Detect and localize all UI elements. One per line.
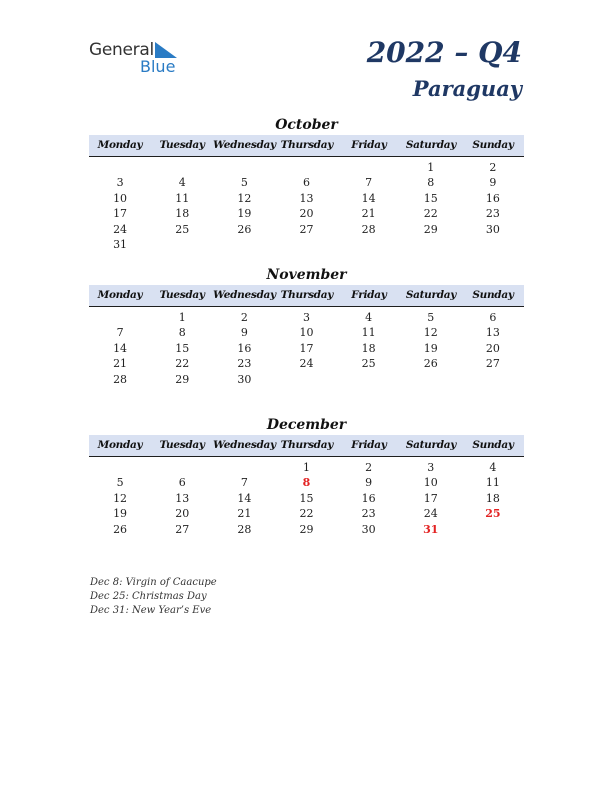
- day-cell: 11: [485, 476, 500, 490]
- day-cell: [275, 237, 337, 252]
- month-december: [89, 415, 524, 537]
- day-cell: 9: [489, 176, 497, 190]
- holiday-note: Dec 25: Christmas Day: [90, 591, 207, 602]
- day-cell: 21: [361, 207, 376, 221]
- day-cell: 10: [113, 191, 128, 205]
- weekday-label: Monday: [97, 439, 143, 451]
- day-cell: 30: [361, 522, 376, 536]
- week-row: [89, 175, 524, 190]
- day-cell: 7: [240, 476, 248, 490]
- day-cell: 24: [299, 357, 314, 371]
- day-cell: 14: [113, 341, 128, 355]
- month-november: [89, 265, 524, 387]
- month-name: November: [266, 267, 347, 283]
- day-cell: 12: [423, 326, 438, 340]
- day-cell: 17: [299, 341, 314, 355]
- day-cell: [462, 522, 524, 537]
- day-cell: [338, 372, 400, 387]
- day-cell: 17: [423, 491, 438, 505]
- day-cell: 1: [302, 461, 310, 474]
- day-cell: 4: [178, 176, 186, 190]
- day-cell: 4: [365, 311, 373, 324]
- day-cell: 5: [240, 176, 248, 190]
- day-cell: [338, 160, 400, 175]
- week-row: [89, 460, 524, 475]
- week-row: [89, 341, 524, 356]
- day-cell: [89, 310, 151, 325]
- week-row: [89, 160, 524, 175]
- day-cell: 23: [237, 357, 252, 371]
- day-cell: [89, 160, 151, 175]
- day-cell: [213, 460, 275, 475]
- month-name: October: [275, 117, 338, 133]
- month-october: [89, 115, 524, 252]
- logo-text-blue: Blue: [140, 57, 176, 76]
- day-cell: 2: [365, 461, 373, 474]
- day-cell: [400, 372, 462, 387]
- weekday-header: [89, 135, 524, 157]
- week-row: [89, 237, 524, 252]
- page-title: 2022 – Q4: [366, 36, 522, 69]
- weekday-label: Friday: [351, 439, 387, 451]
- day-cell: [151, 460, 213, 475]
- day-cell: 19: [113, 507, 128, 521]
- day-cell: 26: [237, 222, 252, 236]
- day-cell: 28: [113, 372, 128, 386]
- month-name: December: [266, 417, 347, 433]
- day-cell: 15: [423, 191, 438, 205]
- day-cell: 29: [299, 522, 314, 536]
- day-grid: [89, 457, 524, 537]
- day-cell: 16: [485, 191, 500, 205]
- day-cell: 21: [237, 507, 252, 521]
- day-grid: [89, 157, 524, 252]
- day-cell: 18: [485, 491, 500, 505]
- weekday-label: Sunday: [472, 439, 514, 451]
- day-cell: 20: [299, 207, 314, 221]
- day-cell: 27: [299, 222, 314, 236]
- day-cell: 13: [485, 326, 500, 340]
- weekday-header: [89, 285, 524, 307]
- day-cell: 29: [423, 222, 438, 236]
- day-cell: 11: [175, 191, 190, 205]
- day-cell: [400, 237, 462, 252]
- day-cell: 20: [175, 507, 190, 521]
- week-row: [89, 475, 524, 490]
- day-cell: 8: [178, 326, 186, 340]
- day-cell: [151, 160, 213, 175]
- day-cell: 22: [299, 507, 314, 521]
- holiday-notes: [90, 576, 217, 618]
- weekday-label: Sunday: [472, 139, 514, 151]
- weekday-header: [89, 435, 524, 457]
- day-cell: 12: [113, 491, 128, 505]
- day-cell: 24: [113, 222, 128, 236]
- country-name: Paraguay: [412, 76, 522, 101]
- week-row: [89, 506, 524, 521]
- day-cell: [213, 237, 275, 252]
- day-cell: 29: [175, 372, 190, 386]
- day-cell: 21: [113, 357, 128, 371]
- weekday-label: Wednesday: [213, 439, 276, 451]
- weekday-label: Tuesday: [159, 289, 205, 301]
- weekday-label: Saturday: [405, 139, 457, 151]
- day-cell: 15: [175, 341, 190, 355]
- day-grid: [89, 307, 524, 387]
- day-cell: 25: [175, 222, 190, 236]
- day-cell: 17: [113, 207, 128, 221]
- day-cell: 6: [178, 476, 186, 490]
- day-cell: 19: [237, 207, 252, 221]
- holiday-note: Dec 8: Virgin of Caacupe: [90, 577, 217, 588]
- week-row: [89, 310, 524, 325]
- day-cell: 6: [489, 311, 497, 324]
- day-cell: 28: [361, 222, 376, 236]
- day-cell: 25: [485, 507, 501, 521]
- day-cell: 18: [175, 207, 190, 221]
- day-cell: [275, 372, 337, 387]
- day-cell: 27: [175, 522, 190, 536]
- day-cell: 8: [427, 176, 435, 190]
- day-cell: 9: [240, 326, 248, 340]
- weekday-label: Wednesday: [213, 139, 276, 151]
- day-cell: [338, 237, 400, 252]
- day-cell: 10: [423, 476, 438, 490]
- day-cell: 7: [365, 176, 373, 190]
- day-cell: 16: [237, 341, 252, 355]
- day-cell: 31: [113, 237, 128, 251]
- day-cell: 24: [423, 507, 438, 521]
- day-cell: 30: [485, 222, 500, 236]
- day-cell: 14: [361, 191, 376, 205]
- weekday-label: Thursday: [280, 139, 334, 151]
- day-cell: 7: [116, 326, 124, 340]
- weekday-label: Saturday: [405, 439, 457, 451]
- day-cell: [151, 237, 213, 252]
- day-cell: [462, 372, 524, 387]
- weekday-label: Wednesday: [213, 289, 276, 301]
- week-row: [89, 522, 524, 537]
- day-cell: [89, 460, 151, 475]
- day-cell: 20: [485, 341, 500, 355]
- generalblue-logo: [89, 40, 189, 76]
- day-cell: 11: [361, 326, 376, 340]
- day-cell: 26: [113, 522, 128, 536]
- weekday-label: Thursday: [280, 439, 334, 451]
- day-cell: 1: [178, 311, 186, 324]
- day-cell: 4: [489, 461, 497, 474]
- day-cell: [275, 160, 337, 175]
- day-cell: 23: [485, 207, 500, 221]
- weekday-label: Tuesday: [159, 439, 205, 451]
- day-cell: 2: [489, 161, 497, 174]
- day-cell: 8: [302, 476, 311, 490]
- day-cell: 3: [302, 311, 310, 324]
- day-cell: 19: [423, 341, 438, 355]
- day-cell: 5: [116, 476, 124, 490]
- day-cell: 3: [116, 176, 124, 190]
- holiday-note: Dec 31: New Year’s Eve: [90, 605, 212, 616]
- day-cell: 3: [427, 461, 435, 474]
- day-cell: 25: [361, 357, 376, 371]
- day-cell: 2: [240, 311, 248, 324]
- weekday-label: Monday: [97, 289, 143, 301]
- weekday-label: Sunday: [472, 289, 514, 301]
- week-row: [89, 222, 524, 237]
- week-row: [89, 206, 524, 221]
- logo-text-general: General: [89, 40, 154, 60]
- day-cell: 1: [427, 161, 435, 174]
- day-cell: 31: [423, 522, 439, 536]
- weekday-label: Friday: [351, 289, 387, 301]
- day-cell: 26: [423, 357, 438, 371]
- week-row: [89, 491, 524, 506]
- day-cell: 6: [302, 176, 310, 190]
- day-cell: 14: [237, 491, 252, 505]
- day-cell: 18: [361, 341, 376, 355]
- week-row: [89, 372, 524, 387]
- day-cell: 30: [237, 372, 252, 386]
- week-row: [89, 325, 524, 340]
- weekday-label: Monday: [97, 139, 143, 151]
- day-cell: 22: [423, 207, 438, 221]
- day-cell: 15: [299, 491, 314, 505]
- day-cell: 28: [237, 522, 252, 536]
- weekday-label: Tuesday: [159, 139, 205, 151]
- day-cell: 13: [299, 191, 314, 205]
- day-cell: 16: [361, 491, 376, 505]
- day-cell: 5: [427, 311, 435, 324]
- day-cell: [462, 237, 524, 252]
- day-cell: 10: [299, 326, 314, 340]
- day-cell: 23: [361, 507, 376, 521]
- day-cell: 22: [175, 357, 190, 371]
- day-cell: 13: [175, 491, 190, 505]
- day-cell: [213, 160, 275, 175]
- week-row: [89, 191, 524, 206]
- day-cell: 12: [237, 191, 252, 205]
- day-cell: 27: [485, 357, 500, 371]
- weekday-label: Saturday: [405, 289, 457, 301]
- weekday-label: Thursday: [280, 289, 334, 301]
- logo-flag-icon: [155, 42, 177, 58]
- weekday-label: Friday: [351, 139, 387, 151]
- day-cell: 9: [365, 476, 373, 490]
- week-row: [89, 356, 524, 371]
